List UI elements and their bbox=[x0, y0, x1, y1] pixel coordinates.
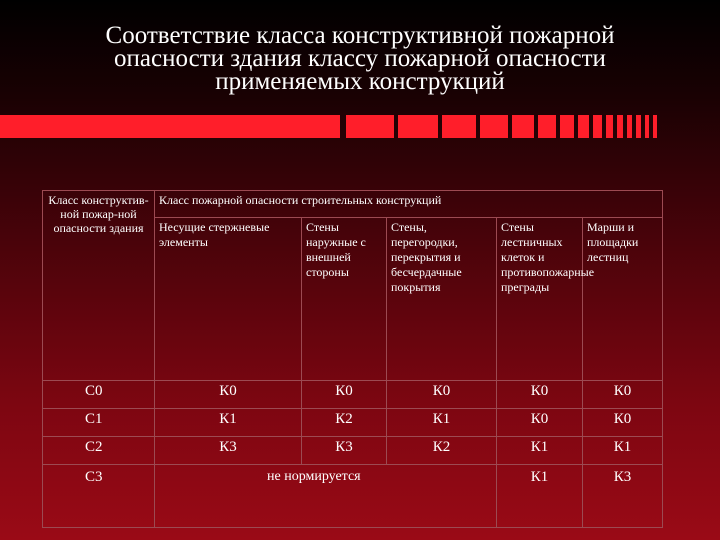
class-cell: С0 bbox=[43, 381, 155, 409]
title-line-3: применяемых конструкций bbox=[215, 68, 505, 95]
stripe-block bbox=[442, 115, 476, 138]
value-cell: К3 bbox=[302, 437, 387, 465]
value-cell: К0 bbox=[497, 381, 583, 409]
stripe-block bbox=[398, 115, 438, 138]
value-cell: К0 bbox=[583, 409, 663, 437]
stripe-block bbox=[578, 115, 589, 138]
table-row bbox=[43, 465, 663, 528]
value-cell: К0 bbox=[302, 381, 387, 409]
row-header-cell: Класс конструктив-ной пожар-ной опасности здания bbox=[43, 191, 155, 381]
table-row bbox=[43, 381, 663, 409]
stripe-block bbox=[653, 115, 657, 138]
value-cell: К2 bbox=[302, 409, 387, 437]
column-header: Несущие стержневые элементы bbox=[155, 218, 302, 381]
stripe-block bbox=[627, 115, 632, 138]
fire-class-table bbox=[42, 190, 663, 528]
stripe-block bbox=[636, 115, 641, 138]
stripe-block bbox=[512, 115, 534, 138]
stripe-block bbox=[346, 115, 394, 138]
value-cell: К3 bbox=[583, 465, 663, 528]
stripe-block bbox=[617, 115, 623, 138]
column-header: Стены наружные с внешней стороны bbox=[302, 218, 387, 381]
value-cell: К0 bbox=[387, 381, 497, 409]
not-regulated-cell: не нормируется bbox=[155, 465, 497, 528]
stripe-block bbox=[480, 115, 508, 138]
class-cell: С3 bbox=[43, 465, 155, 528]
value-cell: К2 bbox=[387, 437, 497, 465]
value-cell: К1 bbox=[497, 437, 583, 465]
table-header-row bbox=[43, 191, 663, 218]
value-cell: К1 bbox=[155, 409, 302, 437]
group-header-cell: Класс пожарной опасности строительных конструкций bbox=[155, 191, 663, 218]
class-cell: С2 bbox=[43, 437, 155, 465]
stripe-bar bbox=[0, 115, 340, 138]
stripe-block bbox=[645, 115, 649, 138]
class-cell: С1 bbox=[43, 409, 155, 437]
table-row bbox=[43, 437, 663, 465]
slide-title bbox=[40, 24, 680, 93]
value-cell: К0 bbox=[155, 381, 302, 409]
column-header: Стены, перегородки, перекрытия и бесчердачные покрытия bbox=[387, 218, 497, 381]
value-cell: К0 bbox=[497, 409, 583, 437]
value-cell: К1 bbox=[387, 409, 497, 437]
column-header: Стены лестничных клеток и противопожарные преграды bbox=[497, 218, 583, 381]
value-cell: К3 bbox=[155, 437, 302, 465]
value-cell: К1 bbox=[497, 465, 583, 528]
table-row bbox=[43, 409, 663, 437]
stripe-block bbox=[593, 115, 602, 138]
stripe-block bbox=[606, 115, 613, 138]
stripe-block bbox=[538, 115, 556, 138]
column-header: Марши и площадки лестниц bbox=[583, 218, 663, 381]
value-cell: К0 bbox=[583, 381, 663, 409]
title-line-2: опасности здания классу пожарной опасности bbox=[114, 45, 606, 72]
stripe-block bbox=[560, 115, 574, 138]
title-line-1: Соответствие класса конструктивной пожарной bbox=[105, 22, 615, 49]
value-cell: К1 bbox=[583, 437, 663, 465]
